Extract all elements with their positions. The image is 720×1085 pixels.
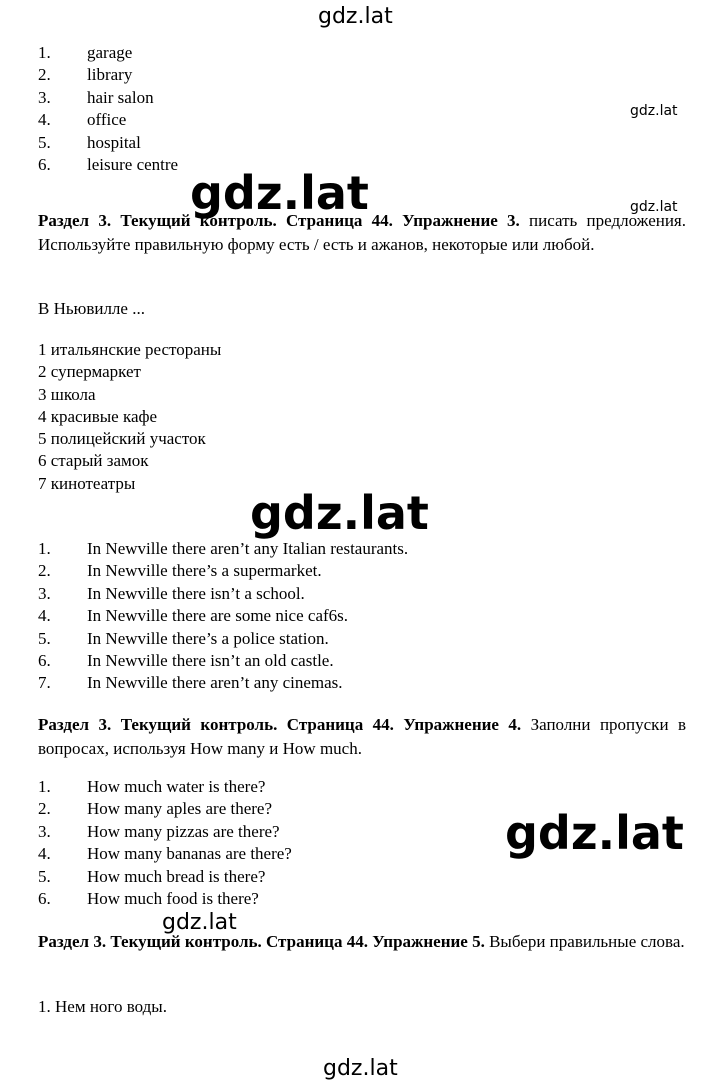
- list-item: 1. garage: [38, 43, 133, 62]
- list-item: 4. How many bananas are there?: [38, 844, 292, 864]
- list-item: 3 школа: [38, 384, 96, 404]
- list-item: 1 итальянские рестораны: [38, 340, 222, 359]
- watermark: gdz.lat: [162, 910, 237, 935]
- exercise-3-intro: В Ньювилле ...: [38, 299, 145, 318]
- list-item: 5. In Newville there’s a police station.: [38, 628, 329, 648]
- list-item: 2. library: [38, 65, 133, 85]
- list-item: 2. In Newville there’s a supermarket.: [38, 561, 322, 581]
- exercise-5-instructions: Раздел 3. Текущий контроль. Страница 44. Упражнение 5. Выбери правильные слова.: [38, 932, 685, 951]
- list-item: 6. How much food is there?: [38, 888, 259, 908]
- exercise-3-answers: [38, 538, 408, 695]
- list-item: 2 супермаркет: [38, 362, 141, 382]
- list-item: 6. leisure centre: [38, 154, 179, 174]
- exercise-4-instructions: Раздел 3. Текущий контроль. Страница 44. Упражнение 4. Заполни пропуски в вопросах, используя How many и How much.: [38, 715, 687, 758]
- watermark: gdz.lat: [190, 166, 369, 220]
- watermark: gdz.lat: [505, 806, 684, 860]
- watermark: gdz.lat: [318, 4, 393, 29]
- watermark: gdz.lat: [630, 103, 678, 119]
- exercise-3-heading: Раздел 3. Текущий контроль. Страница 44. Упражнение 3.: [38, 211, 520, 230]
- places-list: [38, 42, 178, 176]
- list-item: 3. In Newville there isn’t a school.: [38, 583, 305, 603]
- exercise-3-items: [38, 339, 221, 495]
- list-item: 4. office: [38, 110, 127, 130]
- watermark: gdz.lat: [250, 486, 429, 540]
- exercise-5-heading: Раздел 3. Текущий контроль. Страница 44. Упражнение 5.: [38, 932, 485, 951]
- list-item: 5. How much bread is there?: [38, 866, 266, 886]
- list-item: 3. How many pizzas are there?: [38, 821, 280, 841]
- list-item: 6 старый замок: [38, 451, 149, 471]
- list-item: 7. In Newville there aren’t any cinemas.: [38, 673, 343, 693]
- list-item: 1. How much water is there?: [38, 777, 266, 796]
- list-item: 5. hospital: [38, 132, 141, 152]
- list-item: 3. hair salon: [38, 87, 154, 107]
- list-item: 2. How many aples are there?: [38, 799, 273, 819]
- list-item: 4 красивые кафе: [38, 406, 158, 426]
- watermark: gdz.lat: [630, 199, 678, 215]
- exercise-3-instructions: Раздел 3. Текущий контроль. Страница 44. Упражнение 3. писать предложения. Используйте правильную форму есть / есть и ажанов, некоторые или любой.: [38, 211, 686, 254]
- exercise-4-answers: [38, 776, 292, 910]
- list-item: 6. In Newville there isn’t an old castle.: [38, 650, 334, 670]
- exercise-4-heading: Раздел 3. Текущий контроль. Страница 44. Упражнение 4.: [38, 715, 522, 734]
- exercise-5-first-item: 1. Нем ного воды.: [38, 997, 167, 1016]
- watermark: gdz.lat: [323, 1056, 398, 1081]
- list-item: 5 полицейский участок: [38, 429, 206, 449]
- list-item: 1. In Newville there aren’t any Italian restaurants.: [38, 539, 409, 558]
- list-item: 7 кинотеатры: [38, 473, 136, 493]
- list-item: 4. In Newville there are some nice caf6s.: [38, 606, 349, 626]
